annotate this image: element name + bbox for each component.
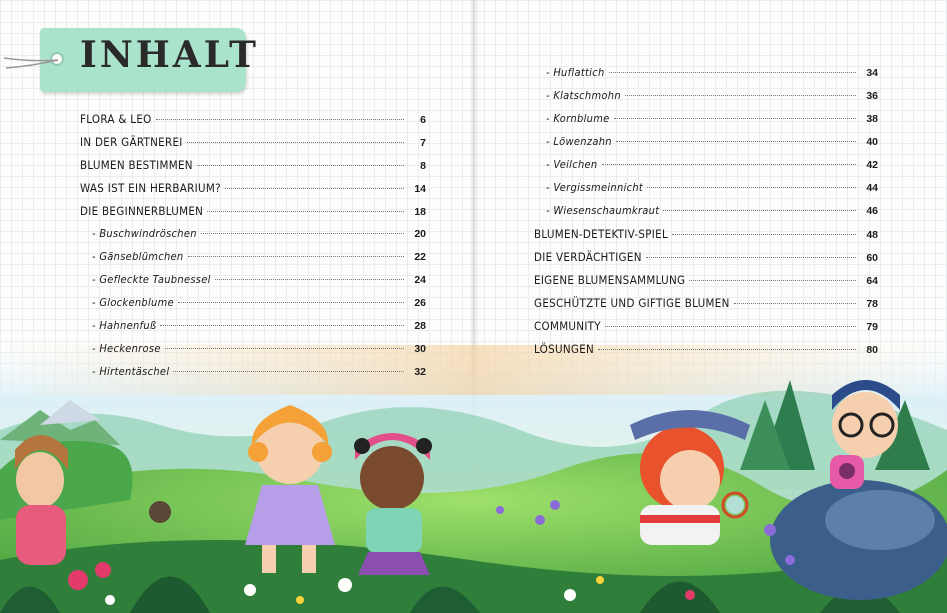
toc-entry-page: 6 (420, 114, 426, 126)
toc-entry[interactable] (534, 66, 878, 89)
toc-entry-title: - Hahnenfuß (92, 319, 157, 332)
toc-entry-title: DIE VERDÄCHTIGEN (534, 250, 642, 264)
toc-entry-page: 42 (866, 159, 878, 171)
toc-entry[interactable] (80, 273, 426, 296)
toc-entry-page: 46 (866, 205, 878, 217)
toc-entry[interactable] (80, 319, 426, 342)
toc-entry[interactable] (534, 342, 878, 365)
toc-entry[interactable] (534, 296, 878, 319)
toc-entry-page: 78 (866, 298, 878, 310)
dot-leader (156, 119, 404, 120)
toc-entry[interactable] (80, 112, 426, 135)
toc-entry[interactable] (534, 135, 878, 158)
toc-entry[interactable] (80, 135, 426, 158)
dot-leader (602, 164, 856, 165)
toc-entry-page: 44 (866, 182, 878, 194)
toc-entry[interactable] (534, 273, 878, 296)
dot-leader (215, 279, 404, 280)
toc-entry-title: - Huflattich (546, 66, 605, 79)
page-title: INHALT (80, 34, 259, 76)
toc-entry-title: - Glockenblume (92, 296, 174, 309)
dot-leader (173, 371, 404, 372)
toc-entry-title: EIGENE BLUMENSAMMLUNG (534, 273, 686, 287)
dot-leader (647, 187, 856, 188)
dot-leader (598, 349, 856, 350)
dot-leader (165, 348, 404, 349)
toc-entry[interactable] (80, 365, 426, 388)
toc-entry-page: 79 (866, 321, 878, 333)
dot-leader (160, 325, 404, 326)
dot-leader (614, 118, 856, 119)
toc-entry-title: FLORA & LEO (80, 112, 152, 126)
toc-entry-title: COMMUNITY (534, 319, 601, 333)
toc-entry[interactable] (534, 227, 878, 250)
toc-entry-title: IN DER GÄRTNEREI (80, 135, 183, 149)
toc-entry-title: - Vergissmeinnicht (546, 181, 644, 194)
toc-entry-title: - Gänseblümchen (92, 250, 184, 263)
toc-entry[interactable] (534, 319, 878, 342)
toc-entry-title: - Löwenzahn (546, 135, 612, 148)
toc-entry-page: 32 (414, 366, 426, 378)
toc-entry-title: - Klatschmohn (546, 89, 621, 102)
dot-leader (207, 211, 404, 212)
toc-entry-title: GESCHÜTZTE UND GIFTIGE BLUMEN (534, 296, 730, 310)
title-tag (40, 28, 259, 92)
dot-leader (646, 257, 856, 258)
toc-entry-page: 34 (866, 67, 878, 79)
toc-entry-page: 48 (866, 229, 878, 241)
dot-leader (187, 142, 404, 143)
toc-entry-title: LÖSUNGEN (534, 342, 595, 356)
dot-leader (616, 141, 856, 142)
toc-entry-page: 64 (866, 275, 878, 287)
toc-entry[interactable] (534, 204, 878, 227)
toc-entry[interactable] (80, 227, 426, 250)
toc-entry-page: 14 (414, 183, 426, 195)
toc-entry-title: - Gefleckte Taubnessel (92, 273, 211, 286)
toc-entry[interactable] (534, 181, 878, 204)
toc-entry-page: 7 (420, 137, 426, 149)
dot-leader (201, 233, 404, 234)
toc-entry-page: 20 (414, 228, 426, 240)
toc-entry-title: - Wiesenschaumkraut (546, 204, 660, 217)
toc-entry-title: - Hirtentäschel (92, 365, 170, 378)
dot-leader (178, 302, 404, 303)
dot-leader (734, 303, 856, 304)
toc-entry[interactable] (80, 250, 426, 273)
toc-entry-title: - Veilchen (546, 158, 598, 171)
toc-entry[interactable] (534, 112, 878, 135)
dot-leader (197, 165, 404, 166)
toc-entry-title: WAS IST EIN HERBARIUM? (80, 181, 221, 195)
toc-entry-page: 60 (866, 252, 878, 264)
toc-entry-page: 8 (420, 160, 426, 172)
toc-left-column (80, 112, 426, 388)
toc-entry-title: DIE BEGINNERBLUMEN (80, 204, 204, 218)
toc-entry[interactable] (534, 250, 878, 273)
toc-entry-page: 28 (414, 320, 426, 332)
toc-entry-page: 24 (414, 274, 426, 286)
toc-entry-title: - Heckenrose (92, 342, 161, 355)
toc-entry-page: 36 (866, 90, 878, 102)
toc-entry[interactable] (80, 342, 426, 365)
dot-leader (625, 95, 856, 96)
toc-entry-title: - Kornblume (546, 112, 610, 125)
toc-entry-page: 18 (414, 206, 426, 218)
toc-entry[interactable] (80, 181, 426, 204)
tag-string-icon (2, 52, 62, 74)
dot-leader (188, 256, 405, 257)
dot-leader (609, 72, 856, 73)
toc-entry[interactable] (80, 204, 426, 227)
toc-entry-page: 80 (866, 344, 878, 356)
toc-entry-title: BLUMEN BESTIMMEN (80, 158, 193, 172)
dot-leader (605, 326, 856, 327)
dot-leader (689, 280, 856, 281)
toc-entry-page: 38 (866, 113, 878, 125)
dot-leader (225, 188, 404, 189)
toc-entry[interactable] (80, 296, 426, 319)
toc-entry[interactable] (534, 158, 878, 181)
toc-entry-page: 26 (414, 297, 426, 309)
toc-right-column (534, 66, 878, 365)
toc-entry-page: 22 (414, 251, 426, 263)
dot-leader (663, 210, 856, 211)
toc-entry-page: 30 (414, 343, 426, 355)
toc-entry-title: BLUMEN-DETEKTIV-SPIEL (534, 227, 669, 241)
toc-entry[interactable] (534, 89, 878, 112)
toc-entry[interactable] (80, 158, 426, 181)
toc-entry-page: 40 (866, 136, 878, 148)
dot-leader (672, 234, 856, 235)
toc-entry-title: - Buschwindröschen (92, 227, 197, 240)
